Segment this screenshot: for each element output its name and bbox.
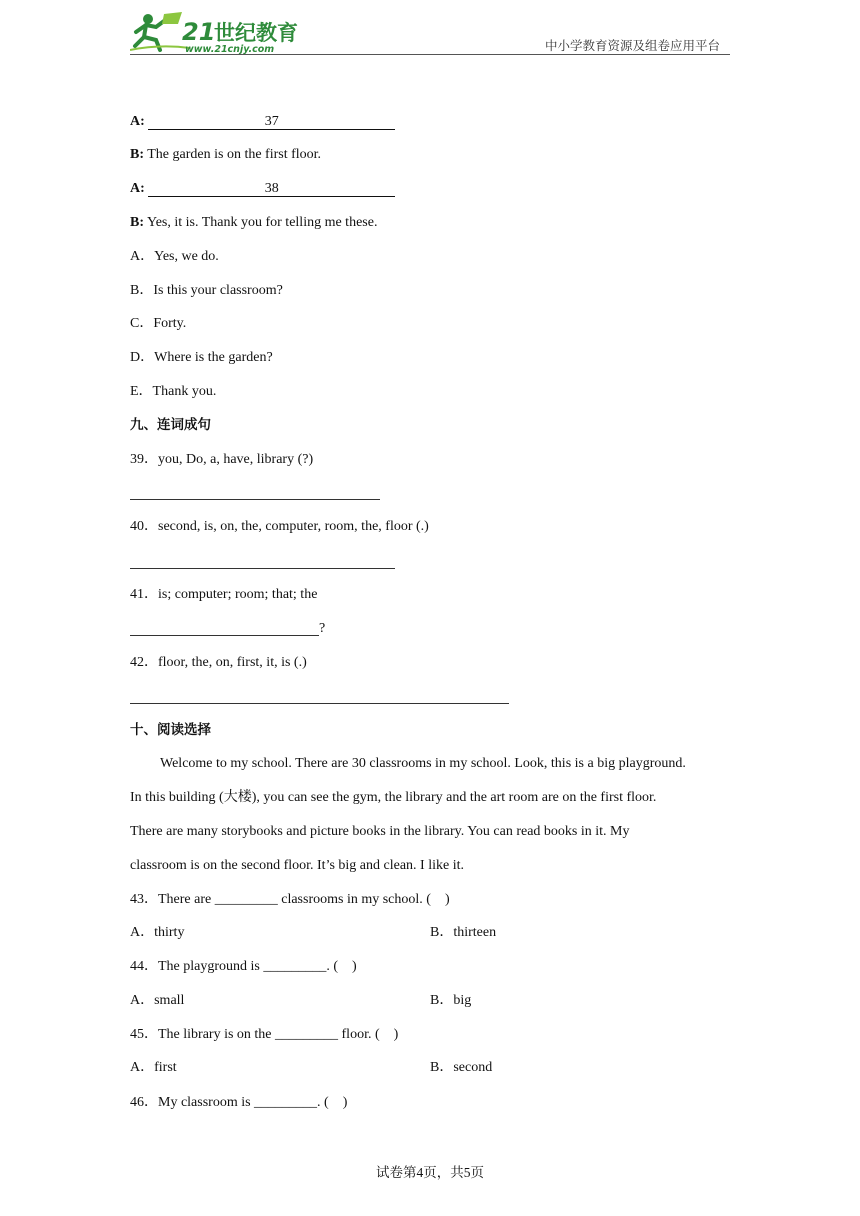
header-divider — [130, 54, 730, 55]
section-title: 九、连词成句 — [130, 417, 211, 433]
option-b[interactable]: B．second — [430, 1060, 493, 1075]
choice-option: B．Is this your classroom? — [130, 283, 283, 298]
speaker-b-label: B: — [130, 147, 144, 162]
speaker-a-label: A: — [130, 114, 145, 129]
answer-line-42[interactable] — [130, 703, 509, 704]
option-b[interactable]: B．thirteen — [430, 925, 497, 940]
answer-blank-37[interactable] — [148, 114, 395, 130]
question-43: 43．There are _________ classrooms in my school. ( ) — [130, 892, 450, 907]
option-a[interactable]: A．small — [130, 993, 185, 1008]
footer-suffix: 页 — [470, 1165, 484, 1180]
passage-line: classroom is on the second floor. It’s big and clean. I like it. — [130, 858, 464, 873]
page-footer — [0, 1161, 860, 1181]
svg-text:世纪教育: 世纪教育 — [214, 21, 298, 45]
question-41: 41．is; computer; room; that; the — [130, 587, 318, 602]
page-header — [130, 8, 730, 56]
question-45: 45．The library is on the _________ floor. ( ) — [130, 1027, 399, 1042]
passage-line: In this building (大楼), you can see the gym, the library and the art room are on the first floor. — [130, 790, 657, 805]
page-total: 5 — [463, 1165, 471, 1180]
question-39: 39．you, Do, a, have, library (?) — [130, 452, 314, 467]
site-name: 中小学教育资源及组卷应用平台 — [544, 38, 720, 53]
blank-number: 37 — [264, 114, 279, 129]
choice-option: C．Forty. — [130, 316, 187, 331]
dialogue-line-b1 — [130, 146, 321, 164]
answer-line-40[interactable] — [130, 568, 395, 569]
blank-number: 38 — [264, 181, 279, 196]
answer-line-39[interactable] — [130, 499, 380, 500]
question-42: 42．floor, the, on, first, it, is (.) — [130, 655, 307, 670]
running-man-logo-icon — [130, 10, 300, 54]
option-a[interactable]: A．first — [130, 1060, 177, 1075]
dialogue-line-a2 — [130, 180, 395, 198]
dialogue-text: The garden is on the first floor. — [147, 147, 322, 162]
question-40: 40．second, is, on, the, computer, room, the, floor (.) — [130, 519, 429, 534]
choice-option: D．Where is the garden? — [130, 350, 273, 365]
question-44: 44．The playground is _________. ( ) — [130, 959, 357, 974]
speaker-a-label: A: — [130, 181, 145, 196]
choice-option: E．Thank you. — [130, 384, 217, 399]
choice-option: A．Yes, we do. — [130, 249, 219, 264]
answer-line-41[interactable] — [130, 635, 319, 636]
dialogue-line-b2 — [130, 214, 377, 232]
answer-blank-38[interactable] — [148, 181, 395, 197]
question-46: 46．My classroom is _________. ( ) — [130, 1095, 348, 1110]
option-b[interactable]: B．big — [430, 993, 472, 1008]
footer-middle: 页，共 — [423, 1165, 464, 1180]
footer-prefix: 试卷第 — [376, 1165, 417, 1180]
option-a[interactable]: A．thirty — [130, 925, 185, 940]
speaker-b-label: B: — [130, 215, 144, 230]
site-logo — [130, 10, 300, 54]
answer-suffix: ? — [319, 621, 326, 636]
page-number: 4 — [416, 1165, 424, 1180]
svg-text:www.21cnjy.com: www.21cnjy.com — [185, 44, 275, 54]
section-title: 十、阅读选择 — [130, 722, 211, 738]
passage-line: Welcome to my school. There are 30 classrooms in my school. Look, this is a big playground. — [160, 756, 686, 771]
svg-text:21: 21 — [182, 18, 216, 46]
dialogue-line-a1 — [130, 113, 395, 131]
dialogue-text: Yes, it is. Thank you for telling me these. — [146, 215, 378, 230]
passage-line: There are many storybooks and picture books in the library. You can read books in it. My — [130, 824, 630, 839]
